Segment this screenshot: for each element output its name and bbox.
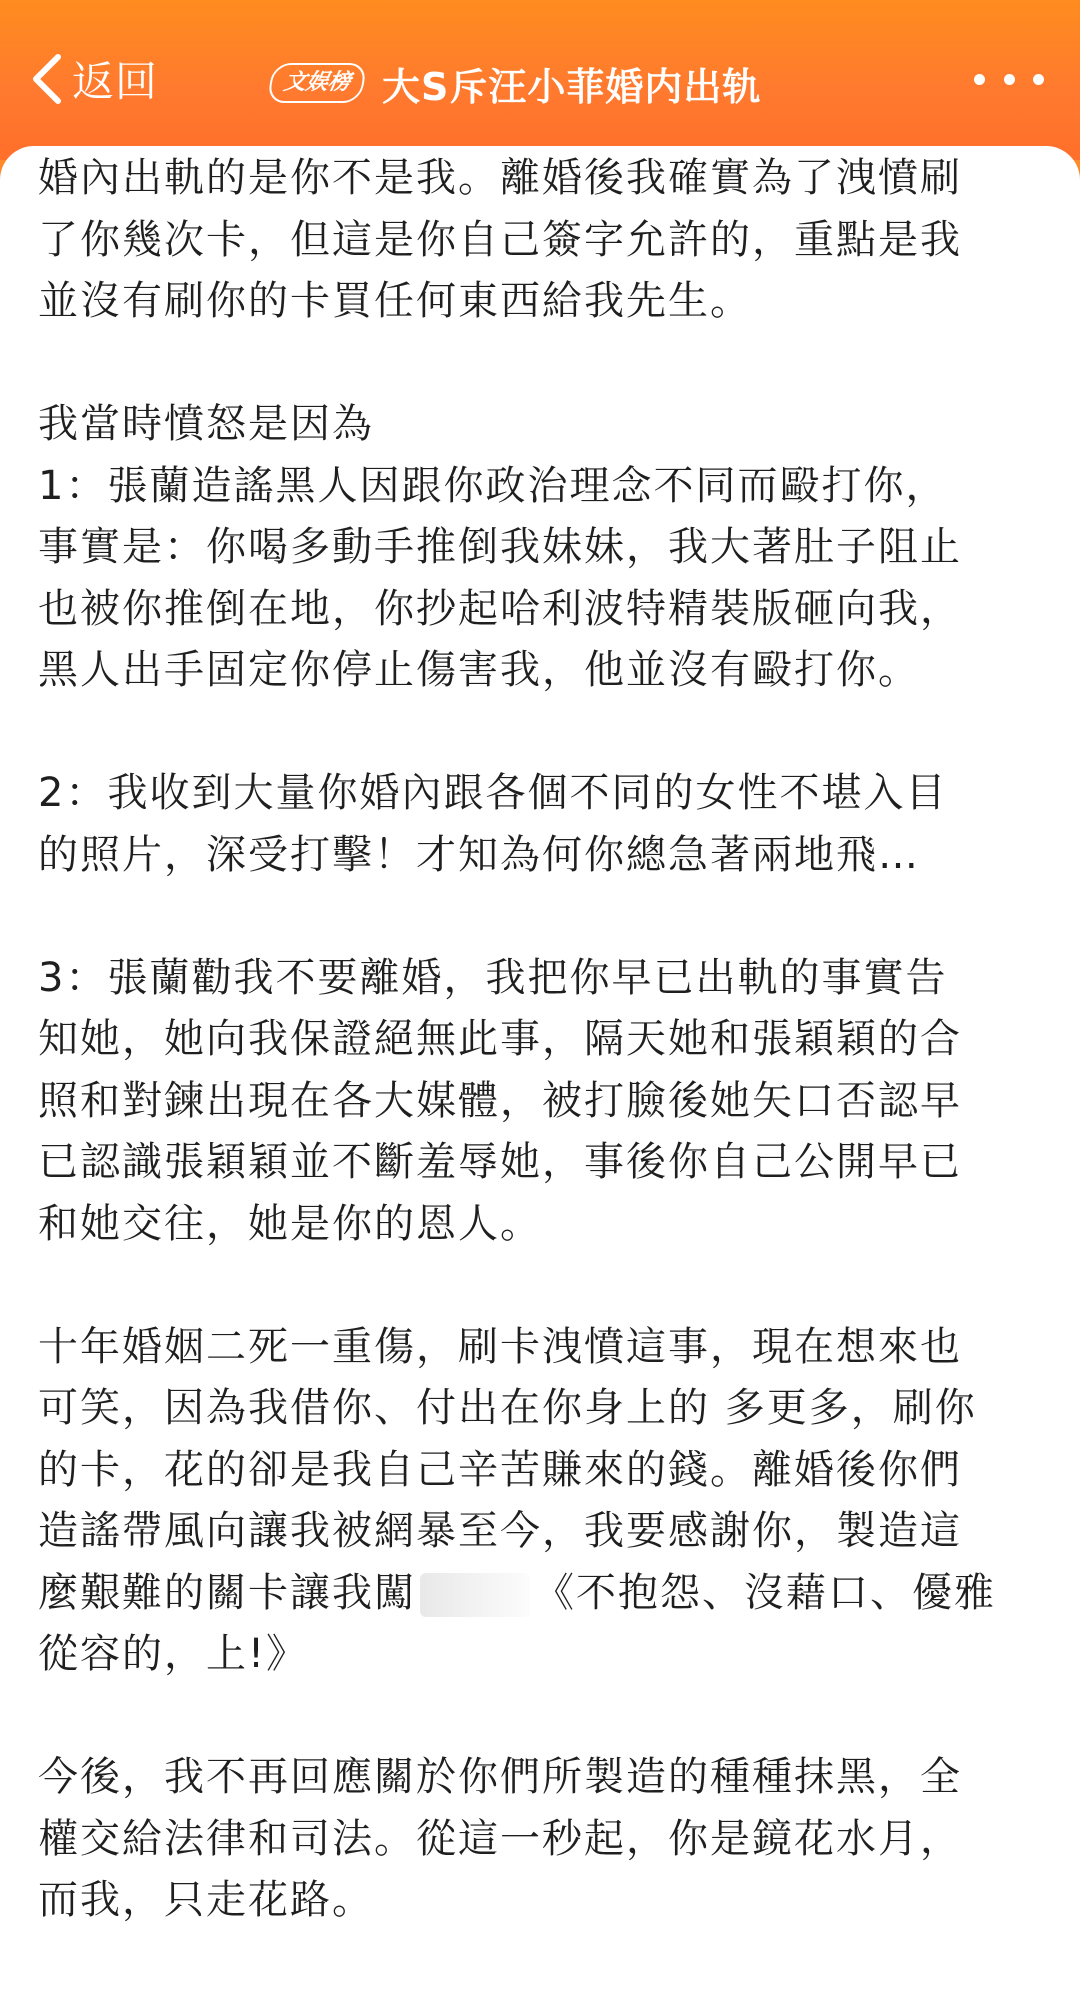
paragraph-gap <box>38 333 1048 395</box>
back-label: 返回 <box>72 57 159 106</box>
chevron-left-icon <box>28 49 68 109</box>
text-line: 照和對鍊出現在各大媒體，被打臉後她矢口否認早 <box>38 1077 962 1124</box>
paragraph-gap <box>38 1255 1048 1317</box>
text-line: 知她，她向我保證絕無此事，隔天她和張穎穎的合 <box>38 1016 962 1062</box>
page-title: 大S斥汪小菲婚内出轨 <box>382 64 762 109</box>
text-line: 的卡，花的卻是我自己辛苦賺來的錢。離婚後你們 <box>38 1446 962 1493</box>
title-area[interactable] <box>270 48 761 118</box>
text-line-with-redaction <box>38 1563 1048 1625</box>
text-line: 今後，我不再回應關於你們所製造的種種抹黑，全 <box>38 1754 962 1800</box>
article-content[interactable] <box>0 146 1080 1996</box>
text-line: 從容的，上!》 <box>38 1631 309 1677</box>
text-line: 3：張蘭勸我不要離婚，我把你早已出軌的事實告 <box>38 954 948 1001</box>
paragraph-gap <box>38 886 1048 948</box>
text-line: 權交給法律和司法。從這一秒起，你是鏡花水月， <box>38 1815 962 1862</box>
text-line: 十年婚姻二死一重傷，刷卡洩憤這事，現在想來也 <box>38 1323 962 1370</box>
back-button[interactable] <box>28 44 158 114</box>
text-line: 1：張蘭造謠黑人因跟你政治理念不同而毆打你， <box>38 462 948 509</box>
more-icon <box>974 74 985 85</box>
text-line: 了你幾次卡，但這是你自己簽字允許的，重點是我 <box>38 216 962 263</box>
text-line: 也被你推倒在地，你抄起哈利波特精裝版砸向我， <box>38 585 962 632</box>
text-line: 造謠帶風向讓我被網暴至今，我要感謝你，製造這 <box>38 1508 962 1554</box>
more-icon-dot <box>1033 74 1044 85</box>
text-fragment: 《不抱怨、沒藉口、優雅 <box>534 1569 996 1616</box>
text-fragment: 麼艱難的關卡讓我闖 <box>38 1569 416 1616</box>
paragraph-gap <box>38 1686 1048 1748</box>
text-line: 的照片，深受打擊！才知為何你總急著兩地飛… <box>38 831 920 878</box>
text-line: 和她交往，她是你的恩人。 <box>38 1200 542 1247</box>
paragraph-gap <box>38 702 1048 764</box>
text-line: 可笑，因為我借你、付出在你身上的 多更多，刷你 <box>38 1385 977 1431</box>
text-line: 黑人出手固定你停止傷害我，他並沒有毆打你。 <box>38 647 920 693</box>
top-bar <box>0 0 1080 160</box>
text-line: 我當時憤怒是因為 <box>38 401 374 447</box>
text-line: 婚內出軌的是你不是我。離婚後我確實為了洩憤刷 <box>38 155 962 201</box>
more-icon-dot <box>1004 74 1015 85</box>
hot-list-badge: 文娱榜 <box>266 63 367 103</box>
text-line: 2：我收到大量你婚內跟各個不同的女性不堪入目 <box>38 770 948 816</box>
text-line: 事實是：你喝多動手推倒我妹妹，我大著肚子阻止 <box>38 524 962 570</box>
text-line: 而我，只走花路。 <box>38 1877 374 1923</box>
text-line: 已認識張穎穎並不斷羞辱她，事後你自己公開早已 <box>38 1139 962 1185</box>
more-button[interactable] <box>974 64 1044 94</box>
text-line: 並沒有刷你的卡買任何東西給我先生。 <box>38 278 752 324</box>
redacted-blur <box>420 1573 530 1617</box>
article-text <box>38 148 1048 1932</box>
